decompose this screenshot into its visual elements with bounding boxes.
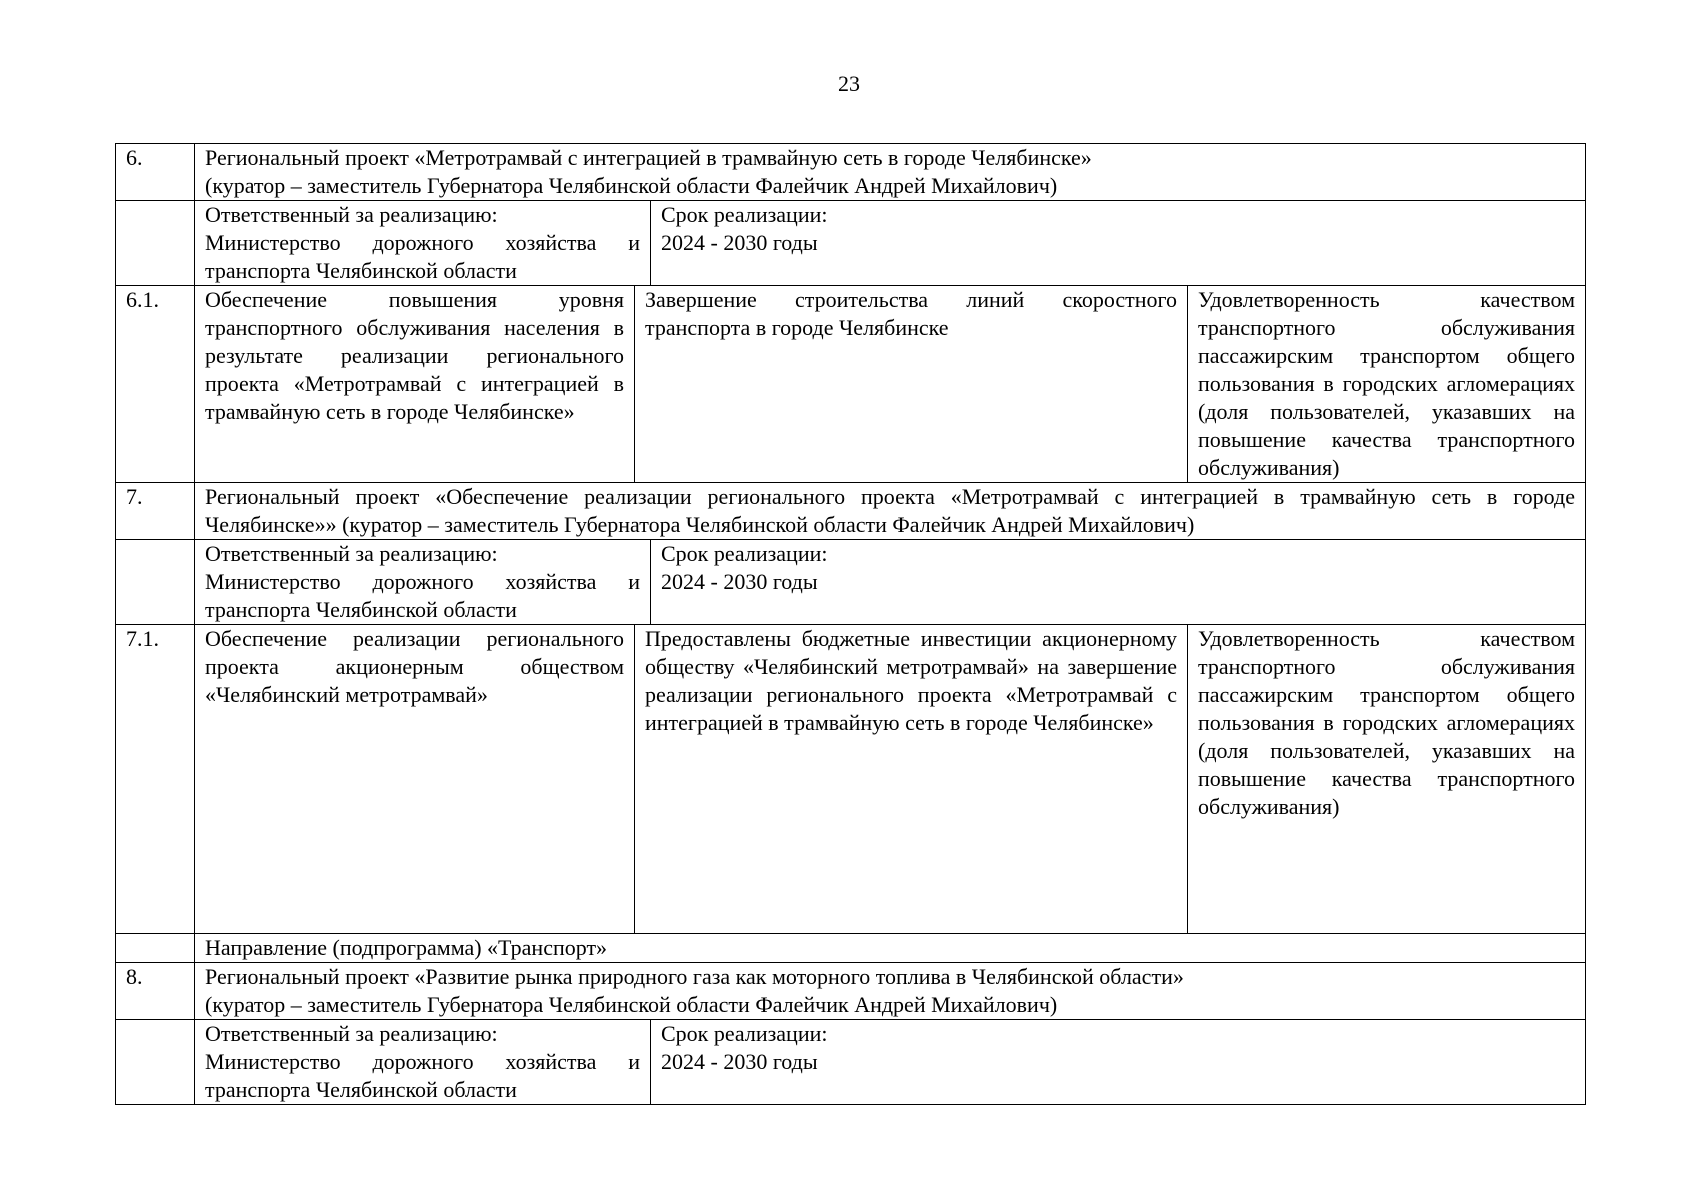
task-result: Завершение строительства линий скоростного транспорта в городе Челябинске <box>635 286 1188 483</box>
section-number: 7. <box>116 483 195 540</box>
term-label: Срок реализации: <box>661 541 828 566</box>
term-label: Срок реализации: <box>661 202 828 227</box>
project-title <box>195 963 1586 1020</box>
task-indicator: Удовлетворенность качеством транспортного обслуживания пассажирским транспортом общего пользования в городских агломерациях (доля пользователей, указавших на повышение качества транспортного обслуживания) <box>1188 625 1586 934</box>
section-7-responsible-row <box>116 540 1586 625</box>
term-cell <box>651 540 1586 625</box>
responsible-value: Министерство дорожного хозяйства и транспорта Челябинской области <box>205 1049 640 1102</box>
section-number: 8. <box>116 963 195 1020</box>
responsible-value: Министерство дорожного хозяйства и транспорта Челябинской области <box>205 569 640 622</box>
page-number: 23 <box>838 71 860 96</box>
section-6-header-row <box>116 144 1586 201</box>
responsible-cell <box>195 540 651 625</box>
empty-cell <box>116 540 195 625</box>
responsible-value: Министерство дорожного хозяйства и транспорта Челябинской области <box>205 230 640 283</box>
empty-cell <box>116 934 195 963</box>
empty-cell <box>116 1020 195 1105</box>
project-title <box>195 144 1586 201</box>
term-value: 2024 - 2030 годы <box>661 1049 818 1074</box>
term-value: 2024 - 2030 годы <box>661 569 818 594</box>
section-7-header-row <box>116 483 1586 540</box>
section-6-responsible-row <box>116 201 1586 286</box>
task-result: Предоставлены бюджетные инвестиции акционерному обществу «Челябинский метротрамвай» на завершение реализации регионального проекта «Метротрамвай с интеграцией в трамвайную сеть в городе Челябинске» <box>635 625 1188 934</box>
responsible-label: Ответственный за реализацию: <box>205 202 498 227</box>
term-cell <box>651 201 1586 286</box>
direction-row <box>116 934 1586 963</box>
project-curator-line: (куратор – заместитель Губернатора Челябинской области Фалейчик Андрей Михайлович) <box>205 992 1058 1017</box>
task-row <box>116 625 1586 934</box>
project-title-line: Региональный проект «Метротрамвай с интеграцией в трамвайную сеть в городе Челябинске» <box>205 145 1092 170</box>
task-text: Обеспечение повышения уровня транспортного обслуживания населения в результате реализации регионального проекта «Метротрамвай с интеграцией в трамвайную сеть в городе Челябинске» <box>195 286 635 483</box>
responsible-cell <box>195 201 651 286</box>
term-label: Срок реализации: <box>661 1021 828 1046</box>
project-curator-line: (куратор – заместитель Губернатора Челябинской области Фалейчик Андрей Михайлович) <box>205 173 1058 198</box>
empty-cell <box>116 201 195 286</box>
section-8-responsible-row <box>116 1020 1586 1105</box>
section-number: 6. <box>116 144 195 201</box>
plan-table <box>115 143 1586 1105</box>
section-8-header-row <box>116 963 1586 1020</box>
task-row <box>116 286 1586 483</box>
task-indicator: Удовлетворенность качеством транспортного обслуживания пассажирским транспортом общего пользования в городских агломерациях (доля пользователей, указавших на повышение качества транспортного обслуживания) <box>1188 286 1586 483</box>
task-number: 6.1. <box>116 286 195 483</box>
term-value: 2024 - 2030 годы <box>661 230 818 255</box>
task-text: Обеспечение реализации регионального проекта акционерным обществом «Челябинский метротрамвай» <box>195 625 635 934</box>
responsible-label: Ответственный за реализацию: <box>205 541 498 566</box>
project-title: Региональный проект «Обеспечение реализации регионального проекта «Метротрамвай с интеграцией в трамвайную сеть в городе Челябинске»» (куратор – заместитель Губернатора Челябинской области Фалейчик Андрей Михайлович) <box>195 483 1586 540</box>
project-title-line: Региональный проект «Развитие рынка природного газа как моторного топлива в Челябинской области» <box>205 964 1184 989</box>
responsible-cell <box>195 1020 651 1105</box>
responsible-label: Ответственный за реализацию: <box>205 1021 498 1046</box>
task-number: 7.1. <box>116 625 195 934</box>
term-cell <box>651 1020 1586 1105</box>
direction-heading: Направление (подпрограмма) «Транспорт» <box>195 934 1586 963</box>
